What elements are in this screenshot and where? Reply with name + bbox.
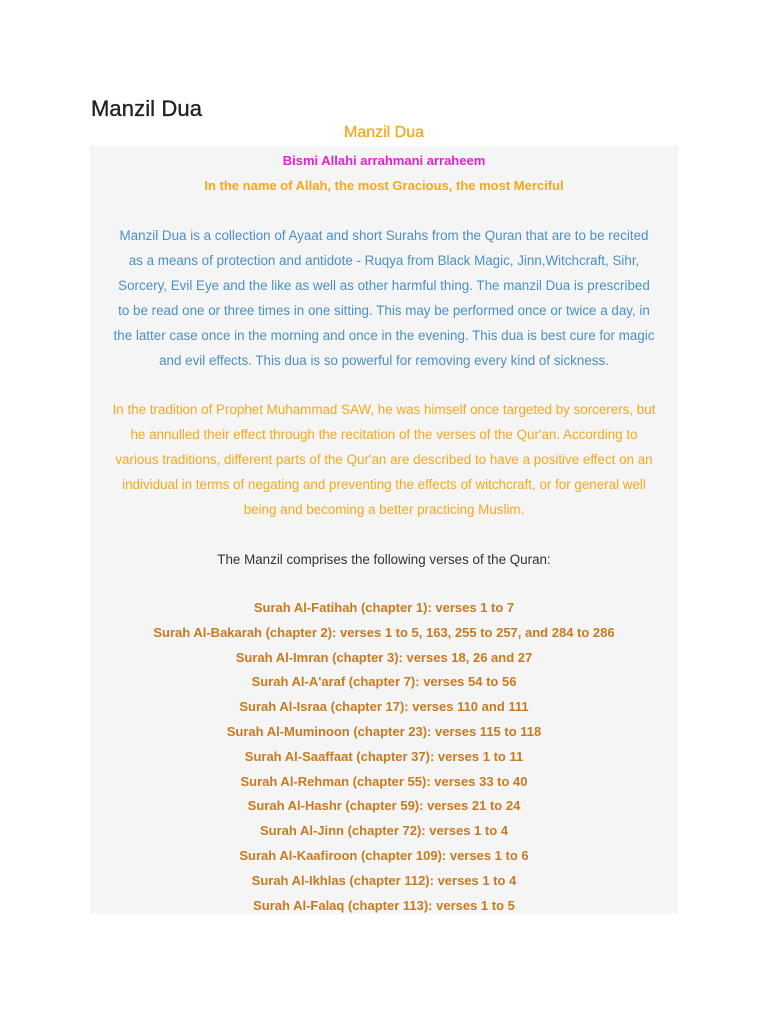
tradition-paragraph <box>90 397 678 522</box>
paragraph-line: Manzil Dua is a collection of Ayaat and short Surahs from the Quran that are to be recited <box>119 228 649 243</box>
verse-item: Surah Al-Fatihah (chapter 1): verses 1 to 7 <box>253 600 515 615</box>
paragraph-line: Sorcery, Evil Eye and the like as well as other harmful thing. The manzil Dua is prescribed <box>118 278 650 293</box>
paragraph-line: being and becoming a better practicing Muslim. <box>243 502 525 517</box>
verse-item: Surah Al-Imran (chapter 3): verses 18, 26 and 27 <box>235 649 533 665</box>
description-paragraph <box>90 223 678 373</box>
verse-item: Surah Al-Israa (chapter 17): verses 110 and 111 <box>239 699 529 715</box>
verse-item: Surah Al-Jinn (chapter 72): verses 1 to 4 <box>259 823 509 839</box>
verses-intro: The Manzil comprises the following verses of the Quran: <box>217 552 551 567</box>
paragraph-line: to be read one or three times in one sitting. This may be performed once or twice a day, in <box>118 303 650 318</box>
paragraph-line: and evil effects. This dua is so powerful for removing every kind of sickness. <box>159 353 609 368</box>
verse-item: Surah Al-Falaq (chapter 113): verses 1 to 5 <box>253 897 515 913</box>
content-panel <box>90 146 678 914</box>
paragraph-line: individual in terms of negating and preventing the effects of witchcraft, or for general well <box>122 477 646 492</box>
verse-item: Surah Al-Kaafiroon (chapter 109): verses 1 to 6 <box>239 847 529 863</box>
verse-item: Surah Al-Rehman (chapter 55): verses 33 to 40 <box>240 773 528 789</box>
verse-item: Surah Al-Ikhlas (chapter 112): verses 1 to 4 <box>251 872 517 888</box>
paragraph-line: he annulled their effect through the recitation of the verses of the Qur'an. According to <box>130 427 638 442</box>
verse-list <box>90 596 678 918</box>
paragraph-line: various traditions, different parts of the Qur'an are described to have a positive effect on an <box>115 452 653 467</box>
paragraph-line: the latter case once in the morning and once in the evening. This dua is best cure for magic <box>113 328 655 343</box>
verse-item: Surah Al-Bakarah (chapter 2): verses 1 to 5, 163, 255 to 257, and 284 to 286 <box>153 624 615 640</box>
page-title: Manzil Dua <box>91 96 203 121</box>
paragraph-line: In the tradition of Prophet Muhammad SAW, he was himself once targeted by sorcerers, but <box>112 402 656 417</box>
verse-item: Surah Al-Muminoon (chapter 23): verses 115 to 118 <box>226 723 542 739</box>
verse-item: Surah Al-A'araf (chapter 7): verses 54 to 56 <box>251 674 517 690</box>
translation-line: In the name of Allah, the most Gracious, the most Merciful <box>204 178 564 193</box>
verse-item: Surah Al-Hashr (chapter 59): verses 21 to 24 <box>247 798 521 814</box>
verse-item: Surah Al-Saaffaat (chapter 37): verses 1 to 11 <box>244 748 524 764</box>
article-heading: Manzil Dua <box>343 124 425 141</box>
bismillah-line: Bismi Allahi arrahmani arraheem <box>282 153 486 168</box>
paragraph-line: as a means of protection and antidote - Ruqya from Black Magic, Jinn,Witchcraft, Sihr, <box>128 253 640 268</box>
